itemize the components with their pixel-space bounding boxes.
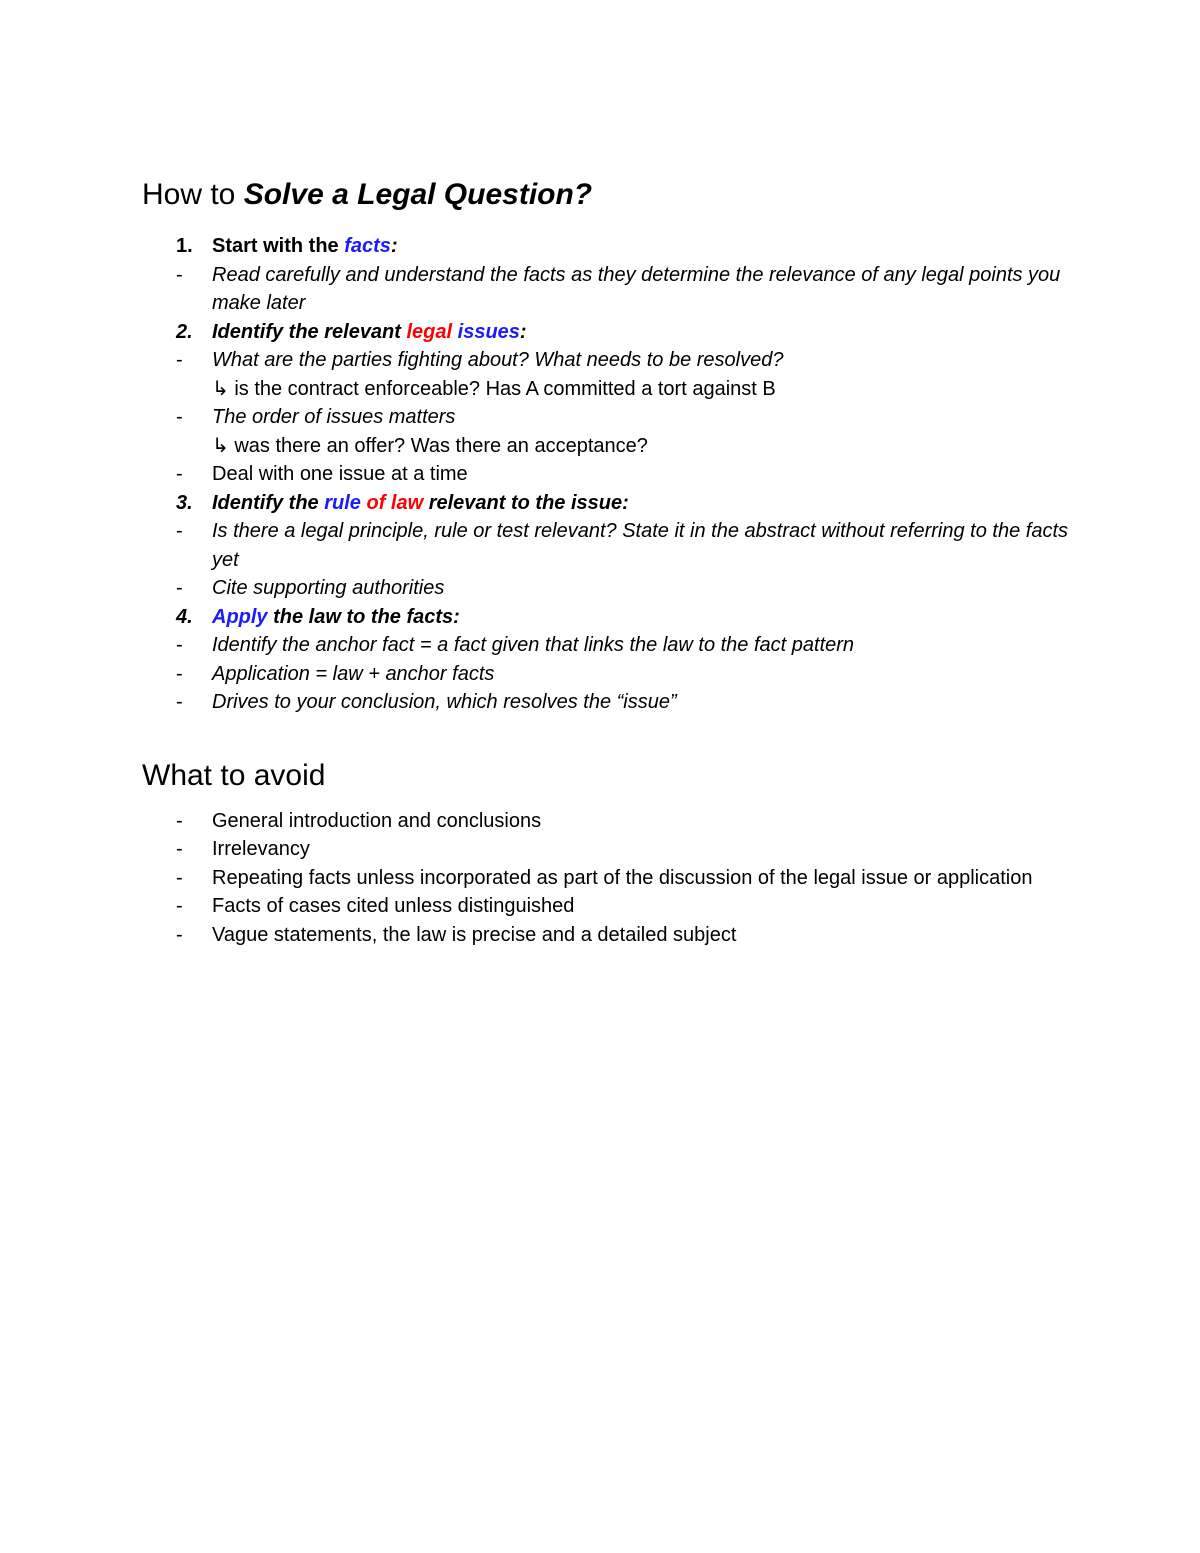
list-item: - Vague statements, the law is precise and a detailed subject [176, 923, 737, 946]
step-heading: 2. Identify the relevant legal issues: [176, 320, 527, 343]
list-item: - Cite supporting authorities [176, 577, 445, 599]
list-item: - General introduction and conclusions [176, 809, 542, 832]
list-item: - Deal with one issue at a time [176, 463, 468, 485]
avoid-list [142, 807, 1080, 950]
list-item: - Application = law + anchor facts [176, 662, 495, 685]
step-heading: 4. Apply the law to the facts: [176, 605, 460, 628]
section-title-avoid: What to avoid [142, 758, 326, 792]
steps-list [142, 232, 1080, 717]
section-title-solve: How to Solve a Legal Question? [142, 178, 593, 211]
list-item: - Is there a legal principle, rule or test relevant? State it in the abstract without referring to the facts yet [176, 520, 1068, 571]
list-item: - Identify the anchor fact = a fact given that links the law to the fact pattern [176, 634, 855, 656]
list-item: - The order of issues matters ↳ was there an offer? Was there an acceptance? [176, 406, 648, 457]
list-item: - Read carefully and understand the facts as they determine the relevance of any legal points you make later [176, 263, 1061, 314]
list-item: - Facts of cases cited unless distinguished [176, 895, 575, 917]
step-heading: 3. Identify the rule of law relevant to the issue: [176, 491, 629, 514]
list-item: - Irrelevancy [176, 838, 310, 860]
list-item: - What are the parties fighting about? What needs to be resolved? ↳ is the contract enforceable? Has A committed a tort against B [176, 349, 784, 400]
list-item: - Drives to your conclusion, which resolves the “issue” [176, 691, 677, 713]
step-heading: 1. Start with the facts: [176, 235, 398, 257]
list-item: - Repeating facts unless incorporated as part of the discussion of the legal issue or application [176, 866, 1033, 889]
